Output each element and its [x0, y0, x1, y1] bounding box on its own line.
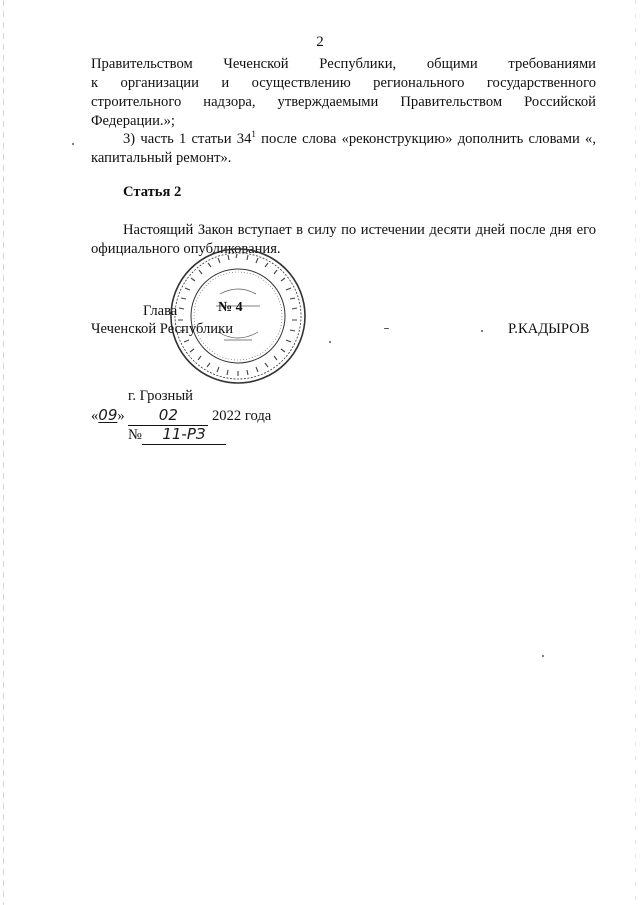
- date-open-quote: «: [91, 408, 99, 424]
- signing-date: [91, 406, 271, 426]
- scan-speck: [384, 328, 389, 329]
- law-number-handwritten: 11-РЗ: [162, 425, 206, 443]
- paragraph-line: Правительством Чеченской Республики, общими требованиями: [91, 56, 596, 72]
- amendment-text-end: после слова «реконструкцию» дополнить словами «, капитальный ремонт».: [91, 131, 596, 166]
- seal-number: № 4: [218, 300, 243, 315]
- scan-edge-right: [635, 0, 636, 905]
- date-month-handwritten: 02: [158, 406, 178, 424]
- scan-speck: [481, 330, 483, 332]
- date-day-handwritten: 09: [98, 406, 118, 424]
- scan-edge-left: [3, 0, 4, 905]
- article-heading: Статья 2: [123, 184, 182, 200]
- scan-speck: [72, 143, 74, 145]
- date-close-quote: »: [117, 408, 125, 424]
- amendment-item-3: [91, 130, 596, 168]
- article-2-text: Настоящий Закон вступает в силу по истечении десяти дней после дня его официального опубликования.: [91, 222, 596, 257]
- signatory-title: Глава: [143, 303, 178, 319]
- amendment-text-start: 3) часть 1 статьи 34: [123, 131, 252, 147]
- paragraph-line: строительного надзора, утверждаемыми Правительством Российской: [91, 94, 596, 110]
- signatory-office: Чеченской Республики: [91, 321, 234, 337]
- paragraph-line: к организации и осуществлению регионального государственного: [91, 75, 596, 91]
- place-of-signing: г. Грозный: [128, 388, 193, 404]
- scan-speck: [329, 341, 331, 343]
- page-number: 2: [316, 34, 324, 50]
- scan-speck: [542, 655, 544, 657]
- superscript-index: 1: [251, 129, 256, 140]
- paragraph-continuation: [91, 55, 596, 131]
- official-seal-icon: [168, 246, 308, 386]
- date-year: 2022 года: [212, 408, 272, 424]
- law-number: [128, 425, 226, 445]
- paragraph-line: Федерации.»;: [91, 113, 175, 129]
- signatory-name: Р.КАДЫРОВ: [508, 321, 590, 337]
- date-month-field: [128, 406, 208, 426]
- law-number-prefix: №: [128, 427, 142, 443]
- law-number-field: [142, 425, 226, 445]
